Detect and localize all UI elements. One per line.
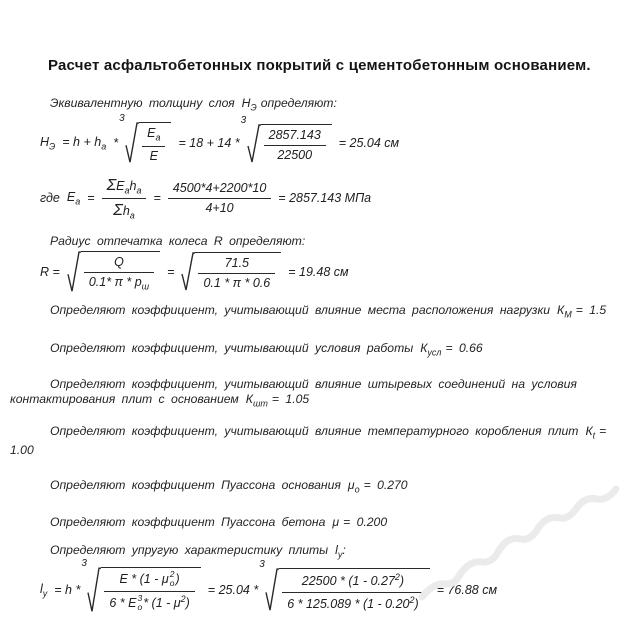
f4-lhs: $l_у$	[40, 581, 48, 599]
coeff-kusl-paragraph: Определяют коэффициент, учитывающий условия работы $К_{усл} = 0.66$	[50, 341, 483, 358]
radical-sign-icon	[87, 567, 101, 614]
f2-lhs: $E_a$	[66, 189, 81, 207]
f2-eq2: =	[153, 191, 161, 206]
f1-frac-numeric: $\frac{2857.143}{22500}$	[264, 128, 326, 163]
mu-symbol: μ	[332, 514, 340, 529]
f4-cube-root-symbolic	[81, 558, 200, 614]
mu0-symbol: μ	[347, 478, 355, 493]
radical-sign-icon	[181, 252, 195, 292]
km-value: = 1.5	[575, 302, 607, 317]
he-subscript: Э	[250, 102, 257, 113]
f3-lhs: R =	[40, 264, 60, 279]
f4-cube-root-numeric	[259, 559, 430, 612]
sigma-icon: Σ	[113, 202, 123, 220]
kt-value: = 1.00	[10, 423, 607, 458]
f1-mid: = 18 + 14 *	[178, 136, 240, 151]
root-index: 3	[119, 113, 125, 125]
formula-elastic-characteristic	[40, 558, 626, 614]
km-symbol: К	[557, 302, 565, 317]
f3-sqrt-numeric	[181, 252, 281, 292]
intro-paragraph	[10, 96, 626, 115]
kusl-symbol: К	[420, 341, 428, 356]
f2-result: = 2857.143 МПа	[278, 191, 372, 206]
f3-eq: =	[167, 264, 175, 279]
f2-eq: =	[87, 191, 95, 206]
f4-eq: = h *	[54, 583, 81, 598]
e0-cubed: 3 o	[137, 593, 143, 612]
elastic-characteristic-paragraph: Определяют упругую характеристику плиты $l_у$:	[50, 542, 346, 560]
f1-lhs: $Н_Э$	[40, 134, 56, 152]
f3-frac-numeric: $\frac{71.5}{0.1 * \pi * 0.6}$	[198, 256, 275, 291]
f3-frac-symbolic: $\frac{Q}{0.1* \pi * p_ш}$	[84, 255, 154, 292]
coeff-kt-paragraph: Определяют коэффициент, учитывающий влияние температурного коробления плит $К_t = 1.00$	[10, 423, 607, 458]
f1-cube-root-numeric	[240, 114, 332, 164]
sigma-icon: Σ	[106, 176, 117, 194]
root-index: 3	[259, 559, 265, 571]
f2-where: где	[40, 191, 60, 206]
f1-frac-symbolic: $\frac{E_a}{E}$	[142, 126, 165, 163]
page-title: Расчет асфальтобетонных покрытий с цементобетонным основанием.	[48, 57, 591, 74]
radius-intro-paragraph: Радиус отпечатка колеса R определяют:	[50, 234, 306, 249]
f1-result: = 25.04 см	[338, 136, 400, 151]
root-index: 3	[240, 114, 247, 126]
radical-sign-icon	[67, 251, 81, 293]
f1-sum-term: = $h + h_a$	[62, 134, 107, 152]
mu-value: = 0.200	[343, 514, 388, 529]
mu0-squared: 2 o	[169, 569, 175, 589]
f4-eq2: = 25.04 *	[207, 583, 259, 598]
formula-wheel-radius	[40, 251, 626, 293]
f2-frac-numeric: $\frac{4500*4+2200*10}{4+10}$	[168, 181, 272, 216]
he-symbol: Н	[241, 96, 251, 110]
f4-frac-numeric: $\frac{22500 * (1 - 0.27^2)}{6 * 125.089 * (1 - 0.20^2)}$	[282, 572, 424, 611]
f4-result: = 76.88 см	[436, 583, 498, 598]
radical-sign-icon	[125, 122, 139, 164]
ksht-value: = 1.05	[271, 391, 310, 406]
root-index: 3	[81, 558, 87, 570]
f3-result: = 19.48 см	[288, 264, 349, 279]
f1-cube-root-symbolic	[119, 113, 171, 164]
ly-symbol: l	[335, 542, 338, 557]
formula-ea-modulus	[40, 176, 626, 222]
mu0-value: = 0.270	[363, 478, 408, 493]
f3-sqrt-symbolic	[67, 251, 160, 293]
radical-sign-icon	[247, 124, 261, 164]
f1-times: *	[113, 136, 119, 151]
radical-sign-icon	[265, 568, 279, 612]
poisson-concrete-paragraph: Определяют коэффициент Пуассона бетона μ = 0.200	[50, 514, 388, 529]
formula-equivalent-thickness	[40, 113, 626, 164]
coeff-km-paragraph: Определяют коэффициент, учитывающий влияние места расположения нагрузки $К_М = 1.5$	[50, 302, 607, 320]
intro-text: Эквивалентную толщину слоя	[50, 96, 235, 110]
kusl-value: = 0.66	[445, 341, 483, 356]
f4-frac-symbolic: E * (1 - μ 2 o ) 6 * E 3 o * $(1 - \mu^2)$	[104, 571, 194, 613]
coeff-ksht-paragraph: Определяют коэффициент, учитывающий влияние штыревых соединений на условия контактирования плит с основанием $К_{шт} = 1.05$	[10, 376, 577, 408]
intro-text-end: определяют:	[260, 96, 337, 110]
ly-colon: :	[342, 542, 346, 557]
poisson-base-paragraph: Определяют коэффициент Пуассона основания $\mu_о = 0.270$	[50, 478, 408, 495]
kt-symbol: К	[585, 423, 593, 438]
ksht-symbol: К	[245, 391, 253, 406]
f2-frac-symbolic: $\frac{\Sigma E_ah_a}{\Sigma h_a}$	[102, 176, 147, 222]
